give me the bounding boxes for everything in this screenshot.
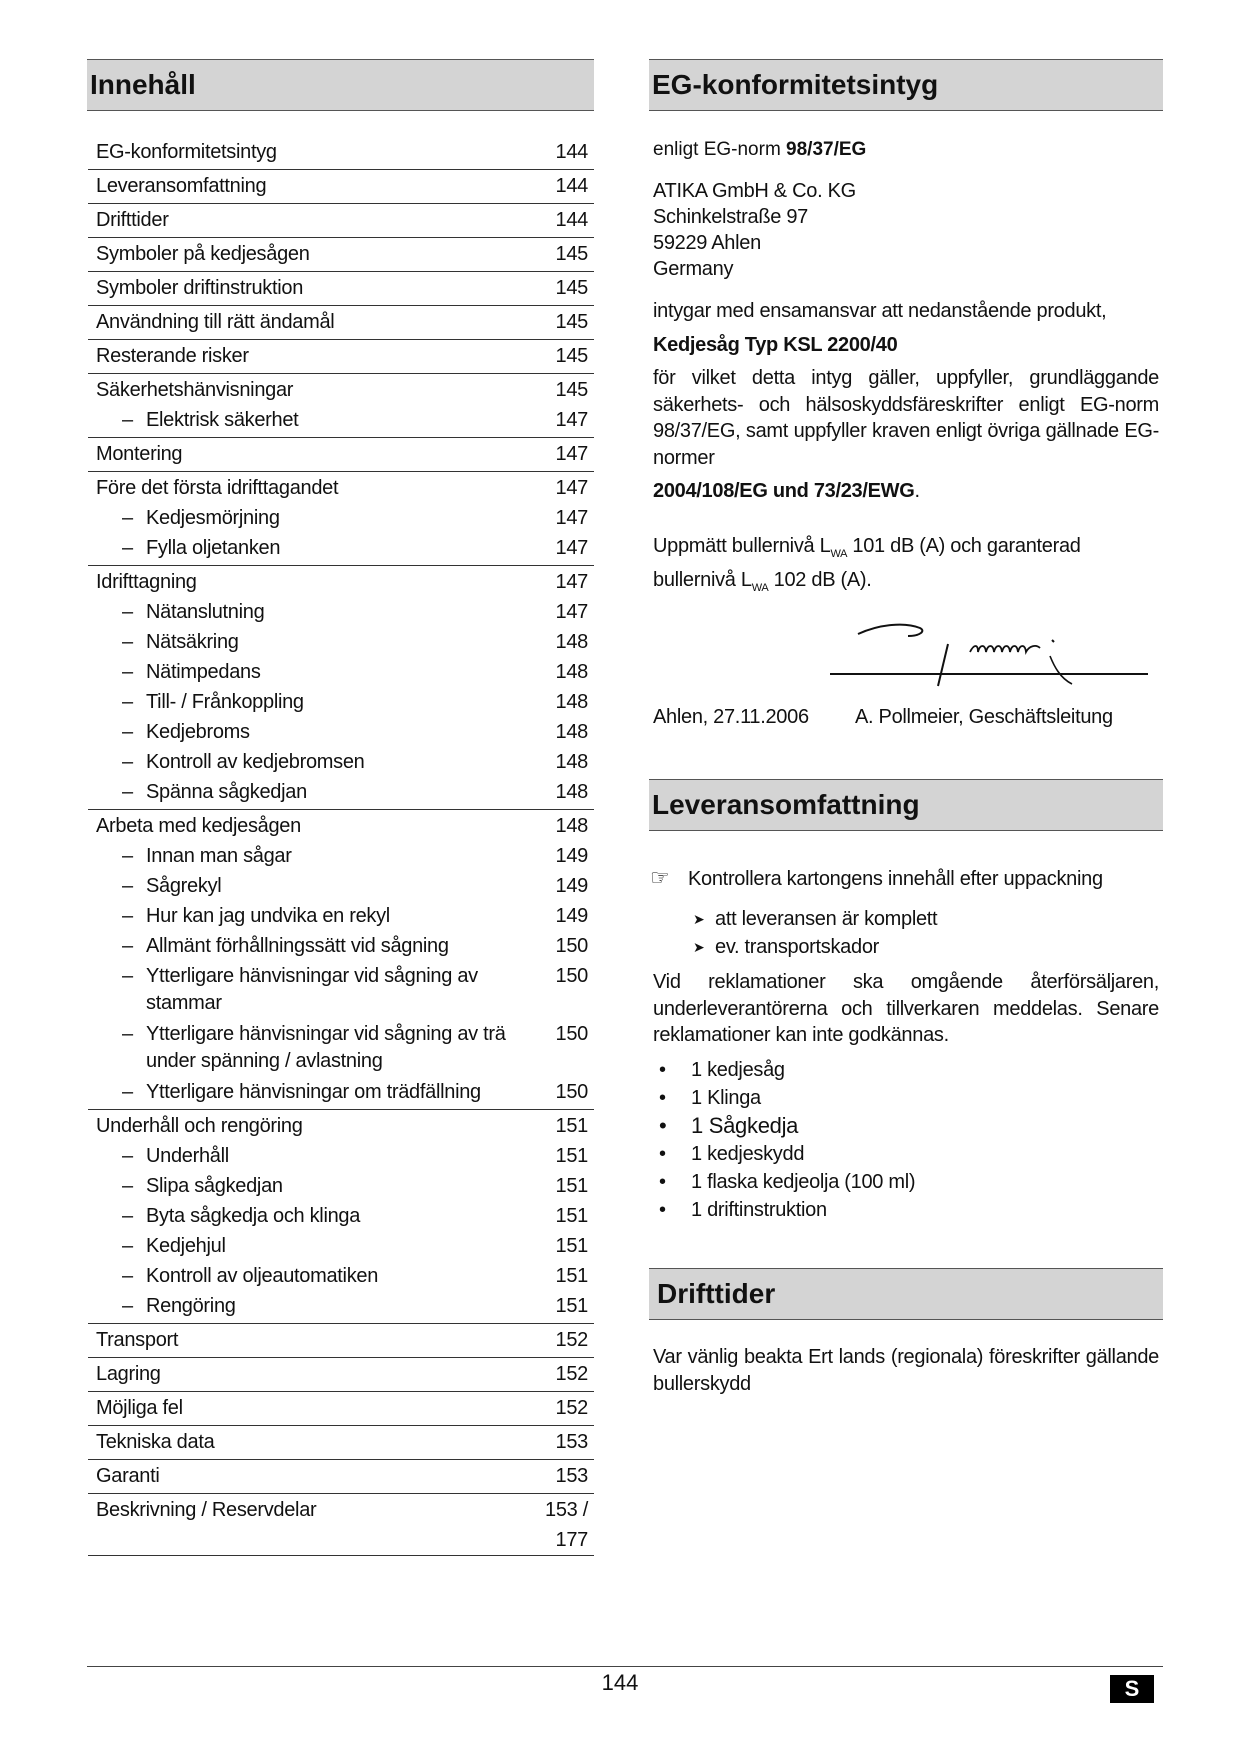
toc-group [88,1460,594,1494]
toc-entry [88,1461,594,1491]
lev-check: ☞ Kontrollera kartongens innehåll efter uppackning [650,865,1103,890]
toc-entry-title: Lagring [96,1363,161,1385]
toc-entry-page: 152 [555,1363,588,1385]
toc-group [88,472,594,566]
list-item: ➤ att leveransen är komplett [653,905,1159,933]
toc-entry [88,137,594,167]
toc-entry-title: Användning till rätt ändamål [96,311,335,333]
toc-entry-title: Drifttider [96,209,169,231]
toc-subentry: – Kontroll av kedjebromsen 148 [88,747,594,777]
toc-entry-page: 153 / 177 [545,1499,588,1551]
list-item: • 1 flaska kedjeolja (100 ml) [653,1168,1159,1196]
list-item: • 1 driftinstruktion [653,1196,1159,1224]
list-item: • 1 kedjeskydd [653,1140,1159,1168]
toc-entry-page: 147 [555,601,588,623]
toc-entry-title: Resterande risker [96,345,249,367]
toc-entry-page: 147 [555,443,588,465]
toc-group [88,1358,594,1392]
toc-group [88,374,594,438]
toc-entry-page: 145 [555,311,588,333]
eg-heading: EG-konformitetsintyg [649,59,1163,111]
toc-entry-title: Nätimpedans [146,661,261,683]
toc-entry-page: 147 [555,537,588,559]
drift-heading: Drifttider [649,1268,1163,1320]
toc-entry [88,473,594,503]
toc-entry-page: 151 [555,1175,588,1197]
eg-body: för vilket detta intyg gäller, uppfyller, grundläggande säkerhets- och hälsoskyddsfäreskrifter enligt EG-norm 98/37/EG, samt uppfyller kraven enligt övriga gällnade EG-normer [653,367,1159,469]
toc-entry-page: 150 [555,935,588,957]
toc-subentry: – Nätanslutning 147 [88,597,594,627]
toc-entry-page: 144 [555,141,588,163]
toc-entry-page: 152 [555,1329,588,1351]
toc-subentry: – Fylla oljetanken 147 [88,533,594,563]
toc-group [88,1392,594,1426]
toc-entry-title: Till- / Frånkoppling [146,691,304,713]
toc-entry-page: 149 [555,845,588,867]
toc-entry-title: Underhåll [146,1145,229,1167]
toc-entry-title: Möjliga fel [96,1397,183,1419]
toc-entry-title: Ytterligare hänvisningar vid sågning av trä under spänning / avlastning [146,1023,506,1072]
toc-entry-page: 148 [555,721,588,743]
toc-entry-title: Ytterligare hänvisningar vid sågning av stammar [146,965,478,1014]
toc-group [88,272,594,306]
drift-text: Var vänlig beakta Ert lands (regionala) föreskrifter gällande bullerskydd [653,1346,1159,1395]
toc-entry-page: 145 [555,277,588,299]
toc-entry-title: Fylla oljetanken [146,537,281,559]
toc-entry-page: 147 [555,507,588,529]
toc-entry-title: Arbeta med kedjesågen [96,815,301,837]
toc-entry [88,1325,594,1355]
footer-rule [87,1666,1163,1667]
toc-entry-title: Kontroll av kedjebromsen [146,751,365,773]
toc-subentry: – Till- / Frånkoppling 148 [88,687,594,717]
toc-entry [88,439,594,469]
list-item: • 1 Klinga [653,1084,1159,1112]
toc-entry-page: 150 [555,1023,588,1045]
toc-entry-page: 149 [555,875,588,897]
eg-signatory: A. Pollmeier, Geschäftsleitung [855,706,1113,728]
toc-group [88,566,594,810]
toc-group [88,204,594,238]
toc-subentry: – Slipa sågkedjan 151 [88,1171,594,1201]
toc-entry-title: Före det första idrifttagandet [96,477,339,499]
toc-entry [88,811,594,841]
toc-entry [88,1393,594,1423]
language-badge: S [1110,1675,1154,1703]
toc-group [88,170,594,204]
toc-subentry: – Underhåll 151 [88,1141,594,1171]
table-of-contents [88,136,594,1556]
eg-product: Kedjesåg Typ KSL 2200/40 [653,334,898,356]
toc-subentry: – Allmänt förhållningssätt vid sågning 150 [88,931,594,961]
toc-entry-page: 152 [555,1397,588,1419]
toc-subentry: – Nätimpedans 148 [88,657,594,687]
toc-entry-page: 150 [555,1081,588,1103]
toc-entry-page: 145 [555,243,588,265]
toc-entry-title: Byta sågkedja och klinga [146,1205,361,1227]
toc-entry-title: Symboler på kedjesågen [96,243,310,265]
toc-entry-page: 148 [555,661,588,683]
toc-entry-page: 151 [555,1265,588,1287]
toc-subentry: – Hur kan jag undvika en rekyl 149 [88,901,594,931]
toc-entry-page: 144 [555,175,588,197]
toc-entry [88,171,594,201]
toc-group [88,238,594,272]
toc-entry-page: 151 [555,1205,588,1227]
toc-subentry: – Kedjehjul 151 [88,1231,594,1261]
toc-entry [88,1359,594,1389]
toc-entry-page: 148 [555,691,588,713]
toc-entry-title: Garanti [96,1465,160,1487]
toc-entry-page: 148 [555,751,588,773]
toc-entry-title: Sågrekyl [146,875,222,897]
toc-entry [88,273,594,303]
toc-group [88,306,594,340]
toc-entry-page: 151 [555,1295,588,1317]
toc-group [88,1426,594,1460]
toc-entry-title: Leveransomfattning [96,175,267,197]
toc-entry-page: 150 [555,965,588,987]
triangle-right-icon: ➤ [693,911,705,927]
toc-subentry: – Ytterligare hänvisningar om trädfällning 150 [88,1077,594,1107]
toc-entry-page: 147 [555,477,588,499]
toc-entry-title: Nätanslutning [146,601,265,623]
toc-subentry: – Byta sågkedja och klinga 151 [88,1201,594,1231]
toc-group [88,810,594,1110]
eg-declares: intygar med ensamansvar att nedanstående produkt, [653,300,1107,322]
toc-entry-title: Beskrivning / Reservdelar [96,1499,317,1521]
toc-entry-page: 153 [555,1465,588,1487]
list-item: • 1 kedjesåg [653,1056,1159,1084]
toc-group [88,1324,594,1358]
lev-items [653,1056,1159,1224]
toc-entry-page: 153 [555,1431,588,1453]
toc-entry-title: EG-konformitetsintyg [96,141,277,163]
toc-entry-title: Säkerhetshänvisningar [96,379,294,401]
signature [830,616,1160,696]
toc-entry [88,341,594,371]
toc-entry-page: 145 [555,379,588,401]
toc-entry-title: Underhåll och rengöring [96,1115,303,1137]
toc-entry-title: Symboler driftinstruktion [96,277,304,299]
toc-entry-page: 151 [555,1145,588,1167]
eg-place-date: Ahlen, 27.11.2006 [653,706,809,728]
toc-subentry: – Elektrisk säkerhet 147 [88,405,594,435]
toc-entry-title: Kontroll av oljeautomatiken [146,1265,379,1287]
toc-entry [88,239,594,269]
toc-entry-title: Rengöring [146,1295,236,1317]
toc-entry-title: Kedjesmörjning [146,507,280,529]
toc-group [88,340,594,374]
toc-entry-page: 145 [555,345,588,367]
toc-entry-page: 148 [555,815,588,837]
toc-entry [88,205,594,235]
triangle-right-icon: ➤ [693,939,705,955]
toc-subentry: – Ytterligare hänvisningar vid sågning av stammar 150 [88,961,594,1019]
toc-subentry: – Innan man sågar 149 [88,841,594,871]
toc-entry-page: 147 [555,571,588,593]
toc-entry-page: 147 [555,409,588,431]
eg-address: ATIKA GmbH & Co. KG Schinkelstraße 97 59229 Ahlen Germany [653,180,856,280]
toc-entry-title: Slipa sågkedjan [146,1175,283,1197]
toc-entry-page: 148 [555,631,588,653]
toc-subentry: – Kontroll av oljeautomatiken 151 [88,1261,594,1291]
eg-directives: 2004/108/EG und 73/23/EWG. [653,480,920,502]
toc-subentry: – Sågrekyl 149 [88,871,594,901]
lev-complaint: Vid reklamationer ska omgående återförsäljaren, underleverantörerna och tillverkaren meddelas. Senare reklamationer kan inte godkännas. [653,971,1159,1046]
toc-entry-page: 151 [555,1235,588,1257]
toc-entry-page: 148 [555,781,588,803]
toc-entry [88,375,594,405]
toc-entry-title: Hur kan jag undvika en rekyl [146,905,390,927]
toc-entry-title: Allmänt förhållningssätt vid sågning [146,935,449,957]
toc-entry-title: Kedjehjul [146,1235,226,1257]
toc-entry-title: Idrifttagning [96,571,197,593]
page-number: 144 [601,1670,639,1695]
toc-entry [88,1495,594,1553]
toc-entry-title: Transport [96,1329,179,1351]
toc-subentry: – Spänna sågkedjan 148 [88,777,594,807]
toc-subentry: – Kedjesmörjning 147 [88,503,594,533]
toc-group [88,136,594,170]
toc-entry [88,567,594,597]
eg-norm-line: enligt EG-norm 98/37/EG [653,139,867,160]
toc-subentry: – Kedjebroms 148 [88,717,594,747]
toc-group [88,438,594,472]
toc-entry [88,1427,594,1457]
toc-subentry: – Nätsäkring 148 [88,627,594,657]
toc-entry-title: Ytterligare hänvisningar om trädfällning [146,1081,481,1103]
toc-subentry: – Rengöring 151 [88,1291,594,1321]
toc-heading: Innehåll [87,59,594,111]
toc-entry-title: Spänna sågkedjan [146,781,307,803]
toc-group [88,1110,594,1324]
toc-entry [88,307,594,337]
toc-entry-title: Elektrisk säkerhet [146,409,299,431]
pointing-hand-icon: ☞ [650,865,670,890]
toc-entry [88,1111,594,1141]
toc-entry-title: Kedjebroms [146,721,250,743]
toc-entry-page: 149 [555,905,588,927]
toc-entry-page: 151 [555,1115,588,1137]
toc-entry-title: Innan man sågar [146,845,292,867]
toc-entry-page: 144 [555,209,588,231]
lev-check-list [653,905,1159,961]
eg-noise-level: Uppmätt bullernivå $L_{WA}$ 101 dB (A) och garanterad bullernivå $L_{WA}$ 102 dB (A). [653,535,1081,594]
toc-group [88,1494,594,1556]
toc-entry-title: Montering [96,443,183,465]
toc-subentry: – Ytterligare hänvisningar vid sågning av trä under spänning / avlastning 150 [88,1019,594,1077]
list-item: • 1 Sågkedja [653,1112,1159,1140]
list-item: ➤ ev. transportskador [653,933,1159,961]
lev-heading: Leveransomfattning [649,779,1163,831]
toc-entry-title: Nätsäkring [146,631,239,653]
toc-entry-title: Tekniska data [96,1431,215,1453]
